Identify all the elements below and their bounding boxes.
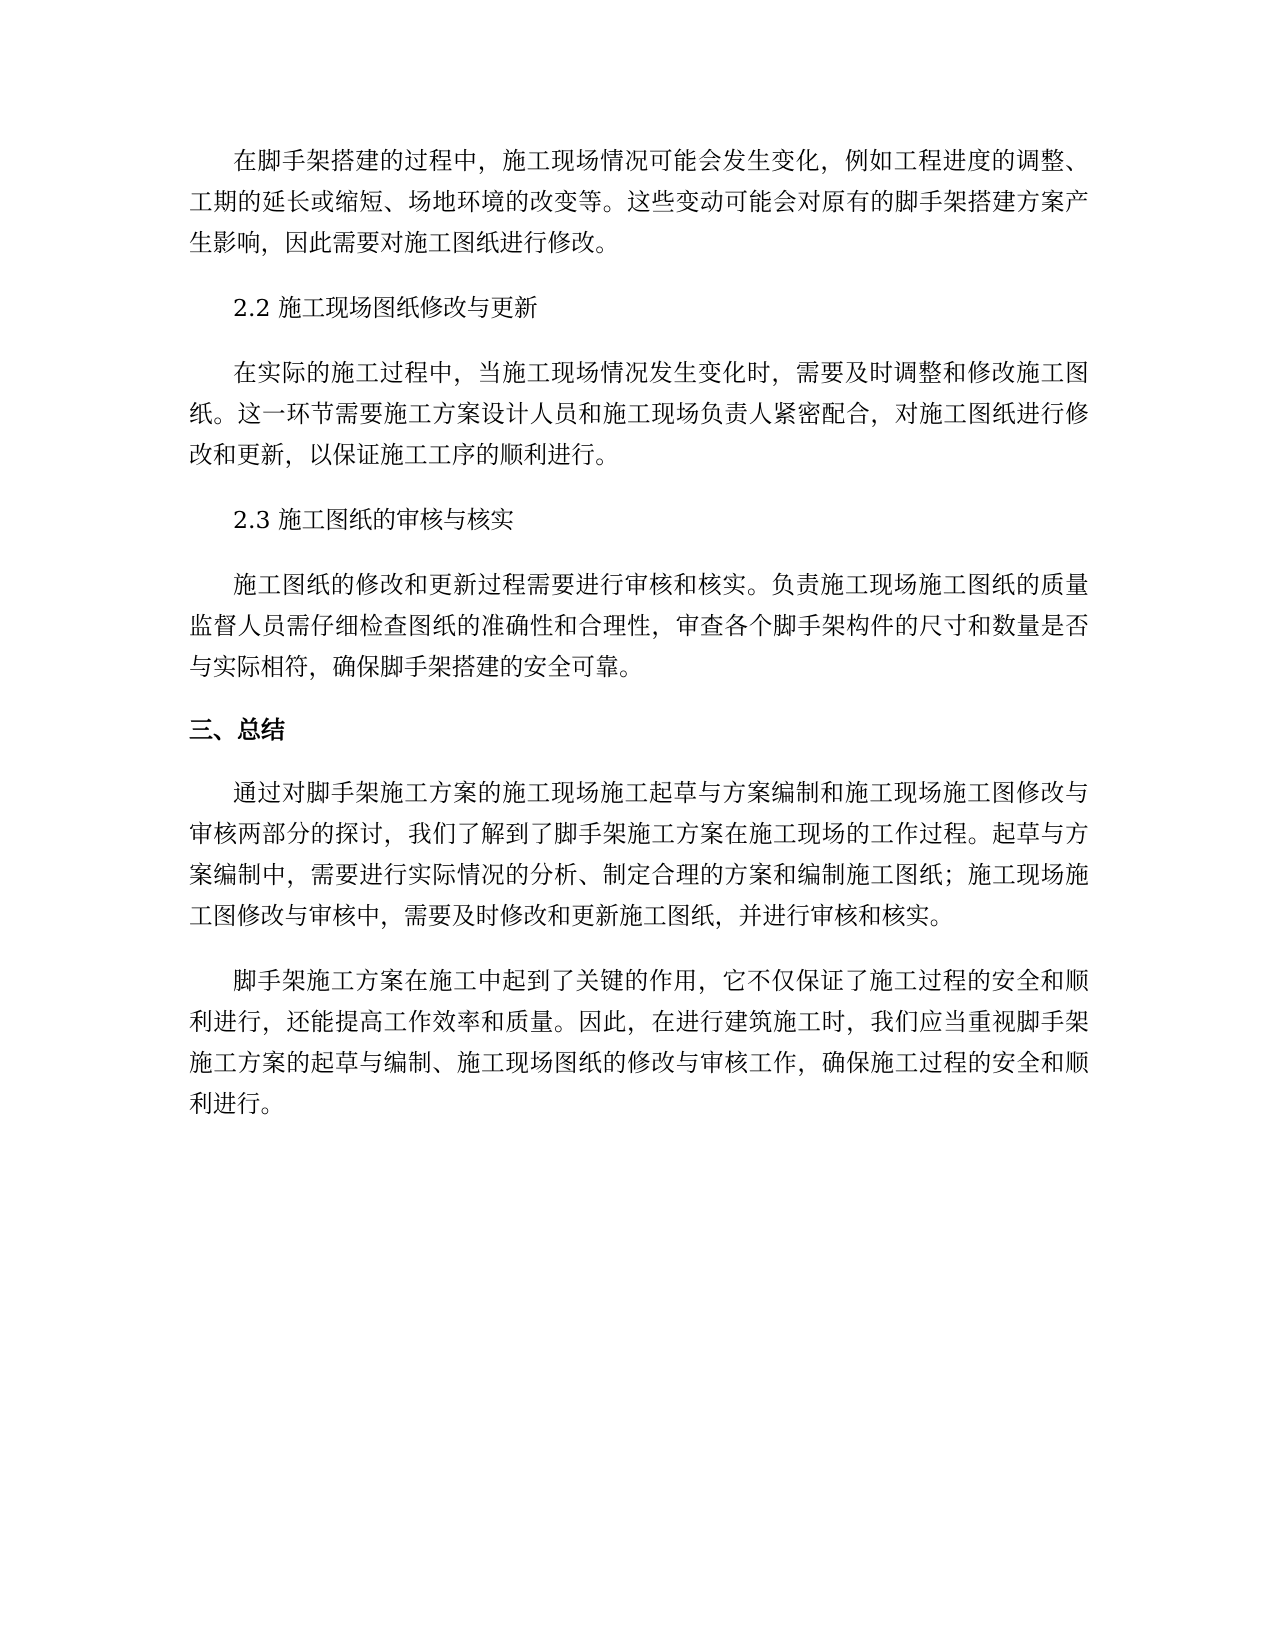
paragraph-drawing-review: 施工图纸的修改和更新过程需要进行审核和核实。负责施工现场施工图纸的质量监督人员需仔细检查图纸的准确性和合理性，审查各个脚手架构件的尺寸和数量是否与实际相符，确保脚手架搭建的安全可靠。 [189,571,1089,681]
section-heading-summary: 三、总结 [189,716,285,744]
paragraph-summary-1: 通过对脚手架施工方案的施工现场施工起草与方案编制和施工现场施工图修改与审核两部分的探讨，我们了解到了脚手架施工方案在施工现场的工作过程。起草与方案编制中，需要进行实际情况的分析、制定合理的方案和编制施工图纸；施工现场施工图修改与审核中，需要及时修改和更新施工图纸，并进行审核和核实。 [189,779,1089,930]
subheading-2-2: 2.2 施工现场图纸修改与更新 [233,294,538,322]
paragraph-drawing-update: 在实际的施工过程中，当施工现场情况发生变化时，需要及时调整和修改施工图纸。这一环节需要施工方案设计人员和施工现场负责人紧密配合，对施工图纸进行修改和更新，以保证施工工序的顺利进行。 [189,359,1089,469]
subheading-2-3: 2.3 施工图纸的审核与核实 [233,506,514,534]
paragraph-scaffold-changes: 在脚手架搭建的过程中，施工现场情况可能会发生变化，例如工程进度的调整、工期的延长或缩短、场地环境的改变等。这些变动可能会对原有的脚手架搭建方案产生影响，因此需要对施工图纸进行修改。 [189,147,1089,257]
document-page [189,141,1089,1125]
paragraph-summary-2: 脚手架施工方案在施工中起到了关键的作用，它不仅保证了施工过程的安全和顺利进行，还能提高工作效率和质量。因此，在进行建筑施工时，我们应当重视脚手架施工方案的起草与编制、施工现场图纸的修改与审核工作，确保施工过程的安全和顺利进行。 [189,967,1089,1118]
